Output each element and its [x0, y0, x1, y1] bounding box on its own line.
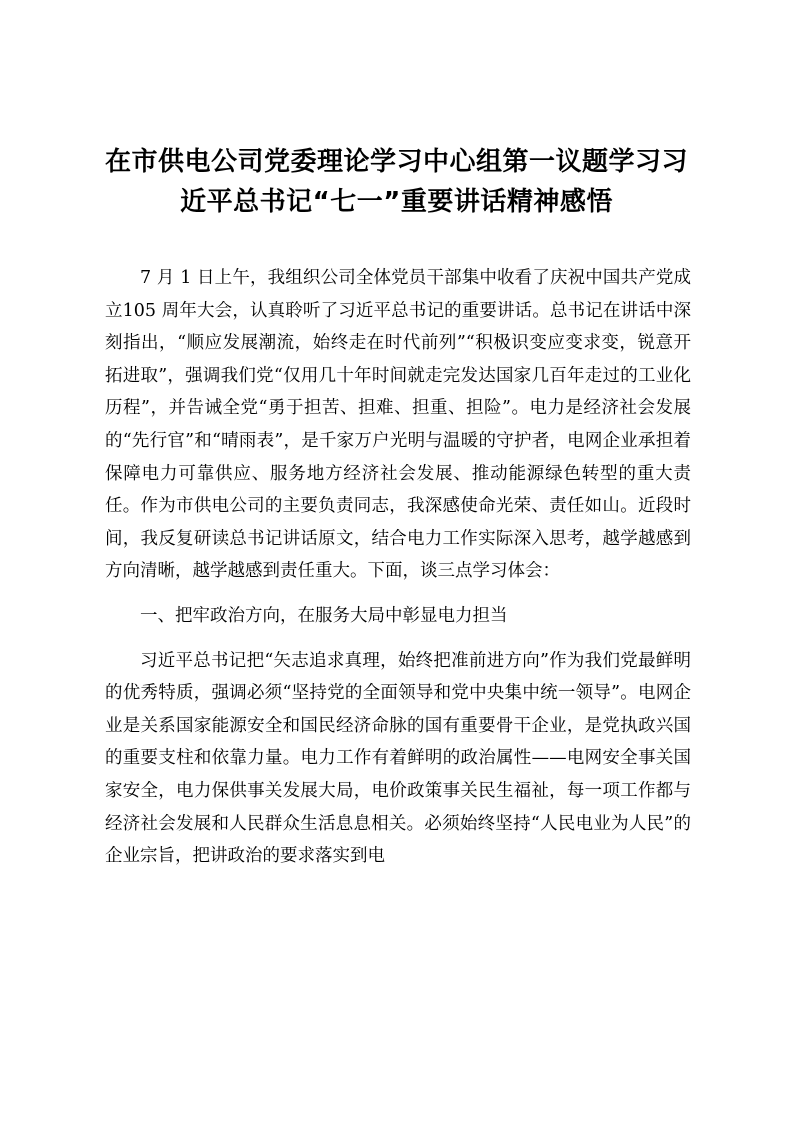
document-title: 在市供电公司党委理论学习中心组第一议题学习习近平总书记“七一”重要讲话精神感悟: [104, 147, 688, 217]
section-heading-1: 一、把牢政治方向，在服务大局中彰显电力担当: [140, 605, 508, 626]
document-body: [105, 262, 691, 873]
paragraph-section-1: 习近平总书记把“矢志追求真理，始终把准前进方向”作为我们党最鲜明的优秀特质，强调必须“坚持党的全面领导和党中央集中统一领导”。电网企业是关系国家能源安全和国民经济命脉的国有重要骨干企业，是党执政兴国的重要支柱和依靠力量。电力工作有着鲜明的政治属性——电网安全事关国家安全，电力保供事关发展大局，电价政策事关民生福祉，每一项工作都与经济社会发展和人民群众生活息息相关。必须始终坚持“人民电业为人民”的企业宗旨，把讲政治的要求落实到电: [105, 650, 691, 867]
paragraph-intro: 7 月 1 日上午，我组织公司全体党员干部集中收看了庆祝中国共产党成立105 周年大会，认真聆听了习近平总书记的重要讲话。总书记在讲话中深刻指出，“顺应发展潮流，始终走在时代前列”“积极识变应变求变，锐意开拓进取”，强调我们党“仅用几十年时间就走完发达国家几百年走过的工业化历程”，并告诫全党“勇于担苦、担难、担重、担险”。电力是经济社会发展的“先行官”和“晴雨表”，是千家万户光明与温暖的守护者，电网企业承担着保障电力可靠供应、服务地方经济社会发展、推动能源绿色转型的重大责任。作为市供电公司的主要负责同志，我深感使命光荣、责任如山。近段时间，我反复研读总书记讲话原文，结合电力工作实际深入思考，越学越感到方向清晰，越学越感到责任重大。下面，谈三点学习体会：: [105, 268, 691, 582]
